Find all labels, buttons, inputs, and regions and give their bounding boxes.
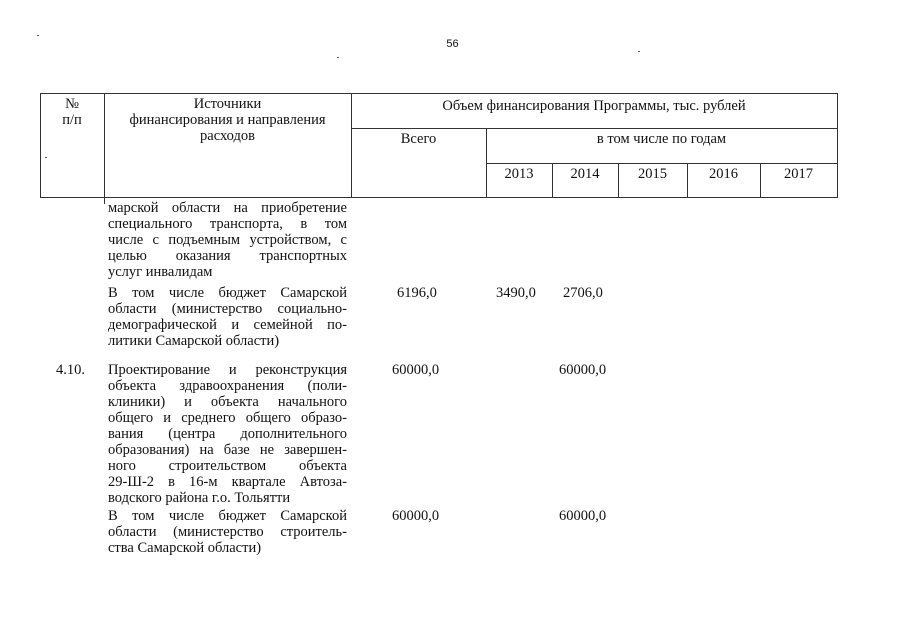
desc-line: ного строительством объекта bbox=[108, 458, 347, 474]
desc-line: Проектирование и реконструкция bbox=[108, 362, 347, 378]
header-by-years: в том числе по годам bbox=[596, 131, 727, 147]
header-year-2014: 2014 bbox=[570, 166, 600, 182]
desc-line: В том числе бюджет Самарской bbox=[108, 508, 347, 524]
desc-line: ства Самарской области) bbox=[108, 540, 262, 556]
header-volume: Объем финансирования Программы, тыс. рублей bbox=[442, 98, 746, 114]
row-budget-social-total: 6196,0 bbox=[397, 285, 437, 301]
row-4-10-2014: 60000,0 bbox=[559, 362, 607, 378]
row-budget-construction-total: 60000,0 bbox=[392, 508, 440, 524]
desc-line: общего и среднего общего образо- bbox=[108, 410, 347, 426]
desc-line: демографической и семейной по- bbox=[108, 317, 347, 333]
header-sources-column bbox=[104, 96, 351, 144]
table-row-4-10-description bbox=[108, 362, 347, 506]
table-row-budget-construction-description bbox=[108, 508, 347, 556]
desc-line: целью оказания транспортных bbox=[108, 248, 347, 264]
header-year-2016: 2016 bbox=[709, 166, 738, 182]
desc-line: образования) на базе не завершен- bbox=[108, 442, 347, 458]
scan-speck bbox=[45, 157, 47, 158]
scan-speck bbox=[638, 51, 640, 52]
header-no-symbol: № bbox=[65, 96, 79, 112]
desc-line: специального транспорта, в том bbox=[108, 216, 347, 232]
row-4-10-number: 4.10. bbox=[56, 362, 85, 378]
row-budget-construction-2014: 60000,0 bbox=[559, 508, 607, 524]
header-year-2015: 2015 bbox=[638, 166, 667, 182]
header-sources-line: финансирования и направления bbox=[129, 112, 326, 128]
row-budget-social-2014: 2706,0 bbox=[563, 285, 603, 301]
desc-line: вания (центра дополнительного bbox=[108, 426, 347, 442]
row-4-10-total: 60000,0 bbox=[392, 362, 440, 378]
row-budget-social-2013: 3490,0 bbox=[496, 285, 536, 301]
scan-speck bbox=[37, 35, 39, 36]
desc-line: услуг инвалидам bbox=[108, 264, 213, 280]
header-total: Всего bbox=[400, 131, 437, 147]
desc-line: объекта здравоохранения (поли- bbox=[108, 378, 347, 394]
desc-line: клиники) и объекта начального bbox=[108, 394, 347, 410]
desc-line: 29-Ш-2 в 16-м квартале Автоза- bbox=[108, 474, 347, 490]
desc-line: водского района г.о. Тольятти bbox=[108, 490, 291, 506]
header-year-2017: 2017 bbox=[784, 166, 813, 182]
desc-line: области (министерство социально- bbox=[108, 301, 347, 317]
scan-speck bbox=[337, 57, 339, 58]
header-sources-line: расходов bbox=[200, 128, 255, 144]
table-row-continuation-description bbox=[108, 200, 347, 280]
desc-line: литики Самарской области) bbox=[108, 333, 280, 349]
header-sources-line: Источники bbox=[193, 96, 262, 112]
desc-line: В том числе бюджет Самарской bbox=[108, 285, 347, 301]
table-row-budget-social-description bbox=[108, 285, 347, 349]
desc-line: числе с подъемным устройством, с bbox=[108, 232, 347, 248]
page-number: 56 bbox=[446, 38, 459, 50]
header-no-abbrev: п/п bbox=[62, 112, 82, 128]
desc-line: марской области на приобретение bbox=[108, 200, 347, 216]
header-number-column bbox=[40, 96, 104, 128]
desc-line: области (министерство строитель- bbox=[108, 524, 347, 540]
header-year-2013: 2013 bbox=[504, 166, 534, 182]
